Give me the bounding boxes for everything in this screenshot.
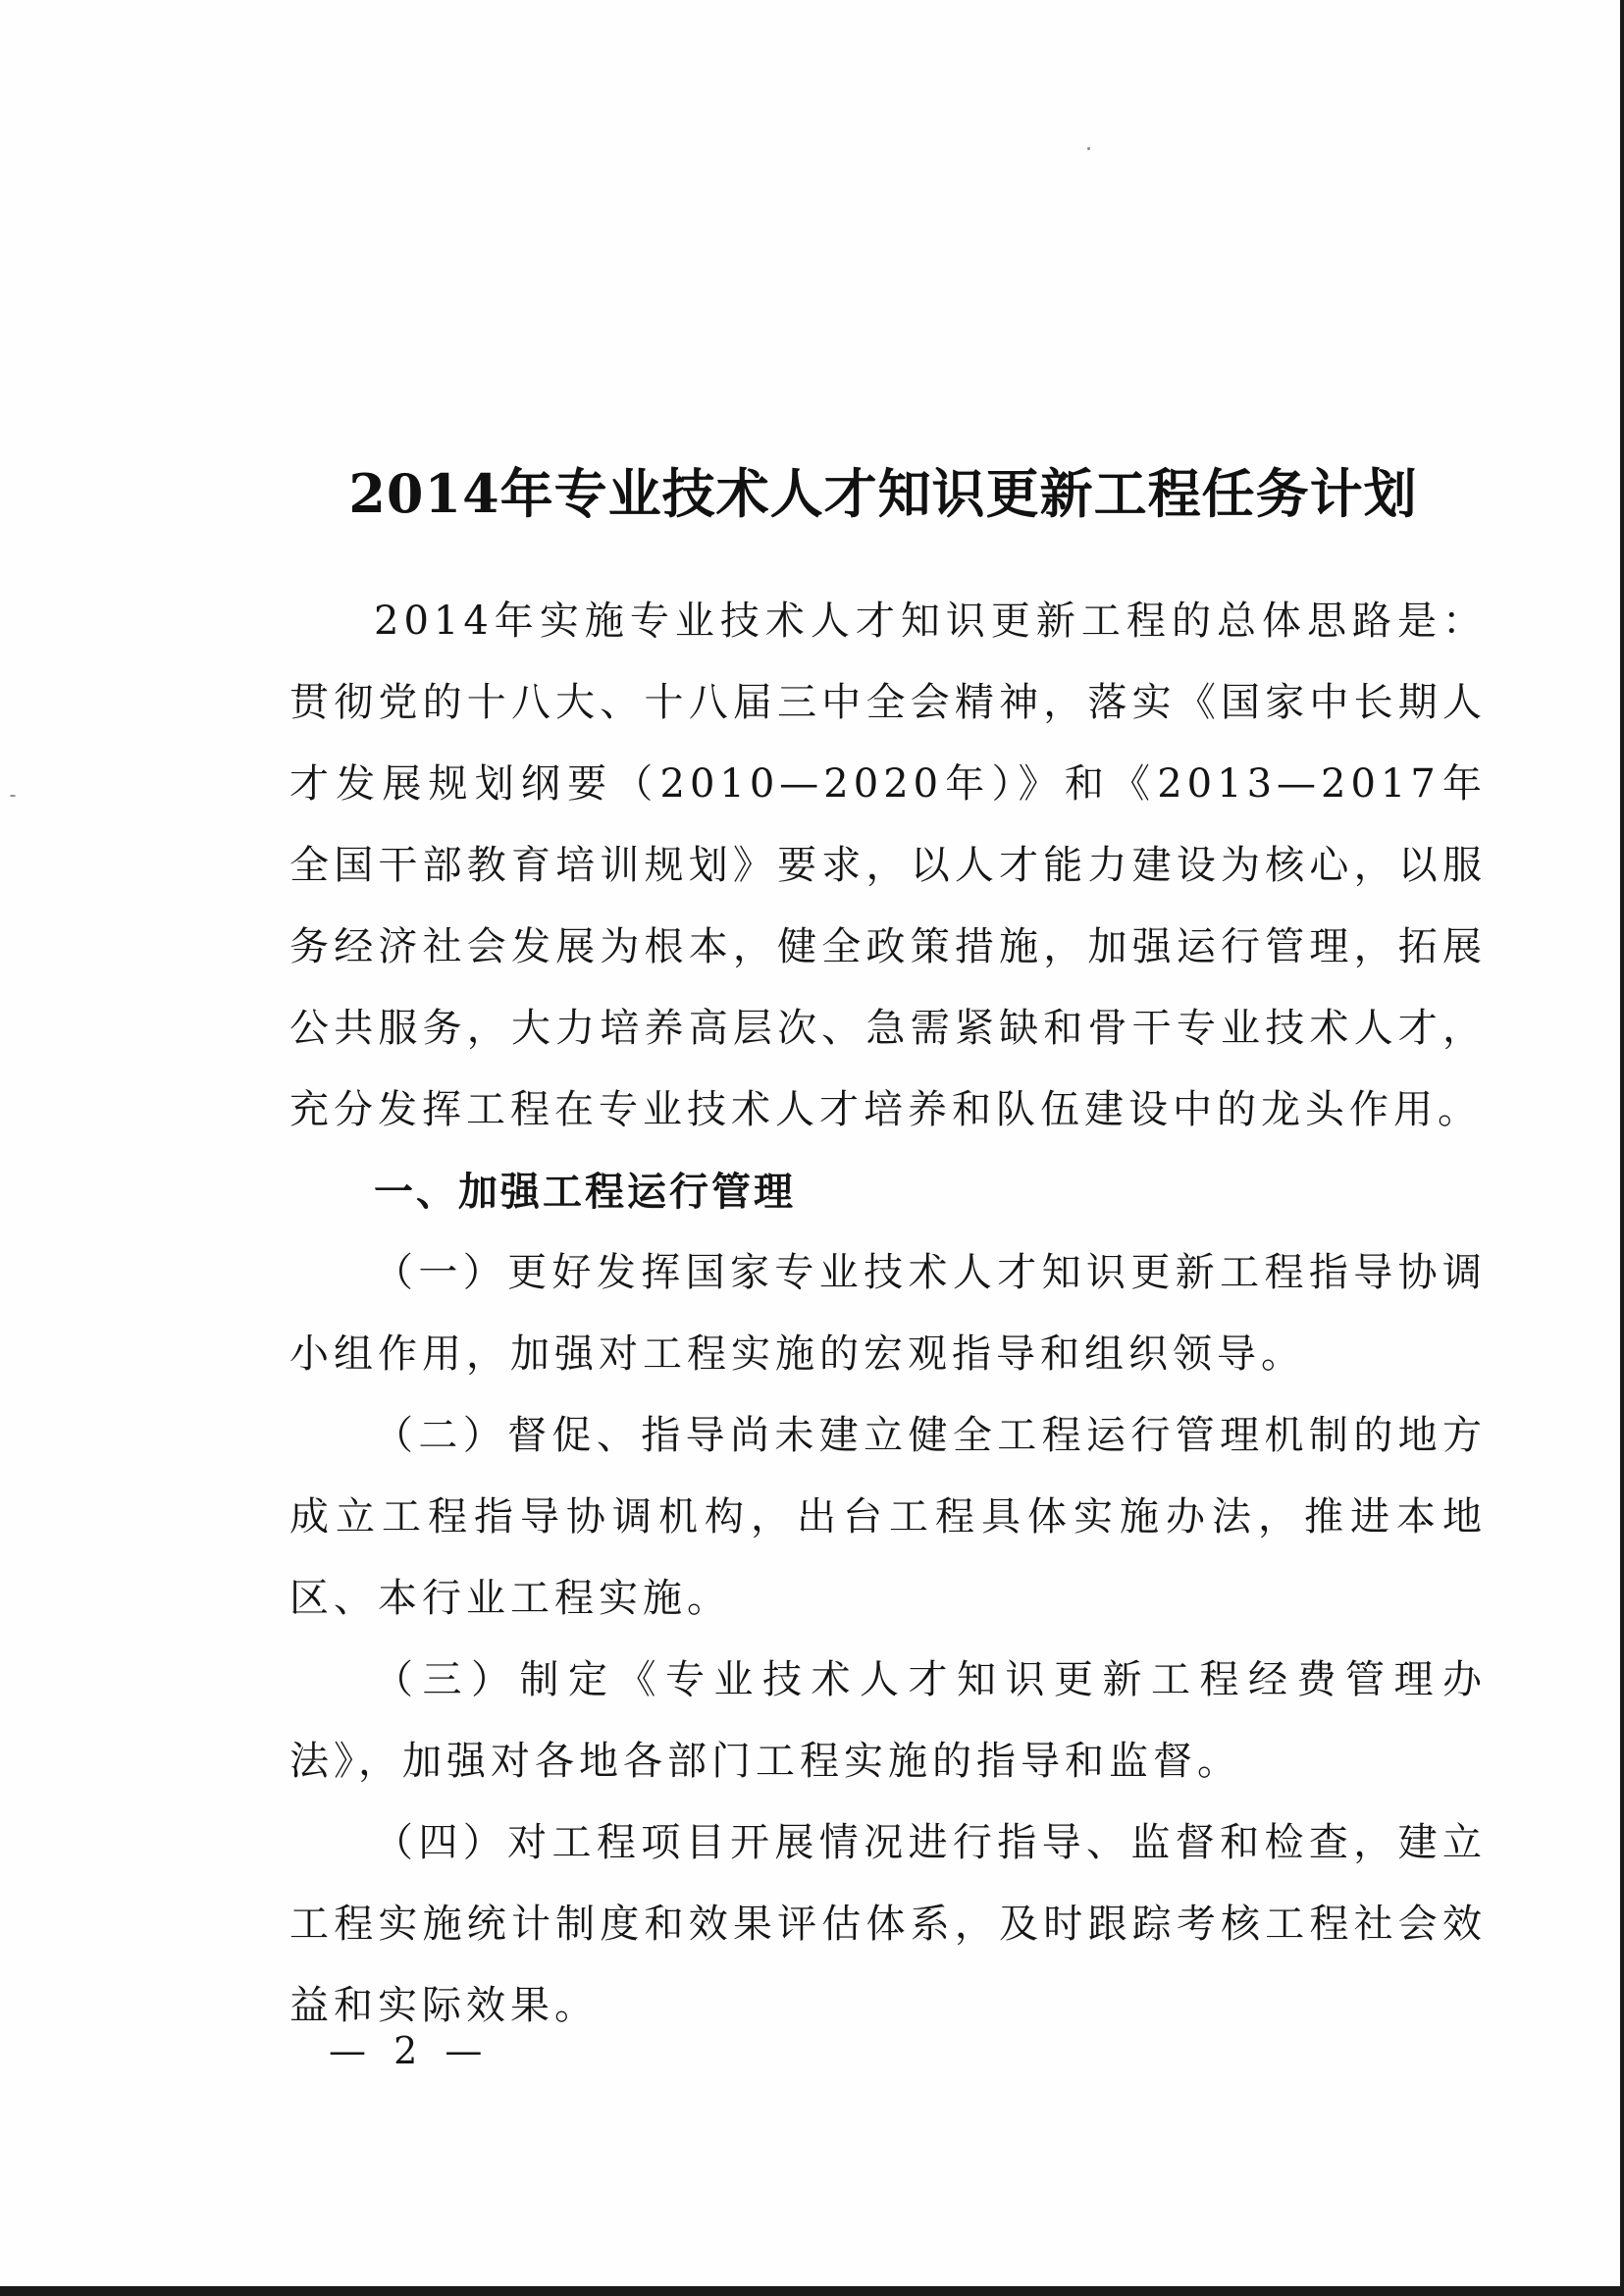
body-paragraph: （二）督促、指导尚未建立健全工程运行管理机制的地方成立工程指导协调机构，出台工程具体实施办法，推进本地区、本行业工程实施。 [289, 1413, 1487, 1621]
body-paragraph: （四）对工程项目开展情况进行指导、监督和检查，建立工程实施统计制度和效果评估体系，及时跟踪考核工程社会效益和实际效果。 [289, 1820, 1487, 2028]
scan-edge-bottom [0, 2286, 1624, 2296]
page-number: — 2 — [329, 2029, 491, 2072]
document-title: 2014年专业技术人才知识更新工程任务计划 [348, 462, 1418, 526]
body-paragraph: 2014年实施专业技术人才知识更新工程的总体思路是：贯彻党的十八大、十八届三中全会精神，落实《国家中长期人才发展规划纲要（2010—2020年）》和《2013—2017年全国干部教育培训规划》要求，以人才能力建设为核心，以服务经济社会发展为根本，健全政策措施，加强运行管理，拓展公共服务，大力培养高层次、急需紧缺和骨干专业技术人才，充分发挥工程在专业技术人才培养和队伍建设中的龙头作用。 [289, 599, 1487, 1132]
section-heading: 一、加强工程运行管理 [374, 1169, 796, 1215]
document-body [289, 581, 1487, 2047]
scan-speck [1087, 147, 1090, 150]
scan-speck [10, 795, 16, 797]
body-paragraph: （三）制定《专业技术人才知识更新工程经费管理办法》，加强对各地各部门工程实施的指导和监督。 [289, 1657, 1487, 1784]
body-paragraph: （一）更好发挥国家专业技术人才知识更新工程指导协调小组作用，加强对工程实施的宏观指导和组织领导。 [289, 1250, 1487, 1377]
scan-edge-right [1620, 0, 1624, 2296]
